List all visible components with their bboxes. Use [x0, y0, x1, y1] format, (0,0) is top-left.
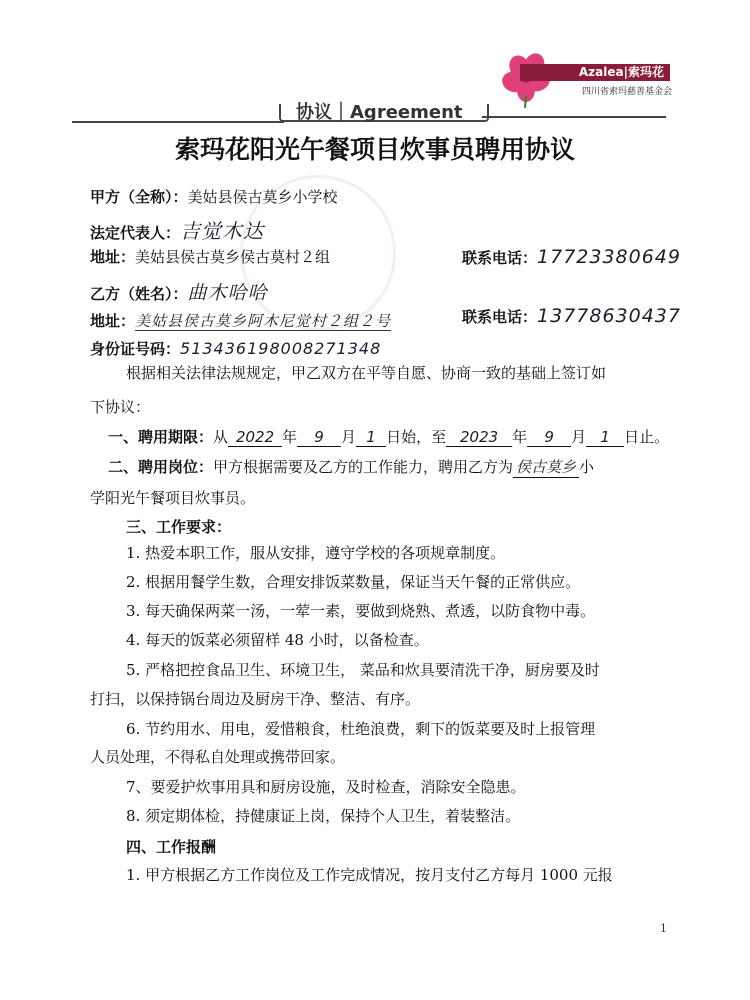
party-a-address-row — [90, 246, 330, 267]
party-a-rep-signature: 吉觉木达 — [180, 219, 265, 243]
section-1-text-until: 日始，至 — [386, 428, 447, 446]
end-month-fill: 9 — [527, 428, 571, 447]
requirement-item-2: 2. 根据用餐学生数，合理安排饭菜数量，保证当天午餐的正常供应。 — [126, 573, 581, 591]
section-1-text-month: 月 — [341, 428, 357, 446]
requirement-item-6: 6. 节约用水、用电，爱惜粮食，杜绝浪费，剩下的饭菜要及时上报管理 — [126, 720, 596, 738]
party-a-name-label: 甲方（全称）： — [90, 188, 188, 206]
preamble-line-2: 下协议： — [90, 398, 151, 416]
start-month-fill: 9 — [297, 428, 341, 447]
party-a-address-value: 美姑县侯古莫乡侯古莫村２组 — [135, 248, 331, 266]
section-1-text-from: 从 — [213, 428, 229, 446]
remuneration-item-1: 1. 甲方根据乙方工作岗位及工作完成情况，按月支付乙方每月 1000 元报 — [126, 866, 613, 884]
section-2-label: 二、聘用岗位： — [108, 458, 214, 476]
party-b-phone-value: 13778630437 — [537, 305, 681, 327]
section-2-text-b: 小 — [579, 458, 595, 476]
section-1-text-month-2: 月 — [571, 428, 587, 446]
preamble-line-1: 根据相关法律法规规定，甲乙双方在平等自愿、协商一致的基础上签订如 — [126, 364, 607, 382]
school-name-fill: 侯古莫乡 — [513, 456, 579, 478]
logo-foundation-name: 四川省索玛慈善基金会 — [581, 87, 672, 97]
party-b-name-row — [90, 278, 268, 305]
logo-brand-latin: Azalea — [578, 65, 624, 79]
header-rule-right — [482, 116, 666, 118]
party-b-address-row — [90, 310, 391, 331]
agreement-label: 协议｜Agreement — [296, 102, 463, 123]
party-a-rep-label: 法定代表人： — [90, 224, 181, 242]
section-1-text-year-2: 年 — [512, 428, 528, 446]
party-a-rep-row — [90, 215, 264, 244]
requirement-item-6-cont: 人员处理，不得私自处理或携带回家。 — [90, 748, 346, 766]
logo-brand-cn: 索玛花 — [627, 65, 664, 79]
party-a-phone-value: 17723380649 — [537, 246, 681, 268]
requirement-item-3: 3. 每天确保两菜一汤，一荤一素，要做到烧熟、煮透，以防食物中毒。 — [126, 602, 596, 620]
section-2-row — [108, 456, 594, 478]
section-1-label: 一、聘用期限： — [108, 428, 214, 446]
party-a-name-row — [90, 186, 338, 207]
header-rule-left — [72, 121, 284, 123]
section-2-text-a: 甲方根据需要及乙方的工作能力，聘用乙方为 — [213, 458, 514, 476]
section-1-row — [108, 426, 669, 447]
party-b-phone-label: 联系电话： — [462, 308, 538, 326]
party-b-id-label: 身份证号码： — [90, 340, 181, 358]
section-1-text-year: 年 — [282, 428, 298, 446]
end-year-fill: 2023 — [446, 428, 512, 447]
party-b-name-value: 曲木哈哈 — [187, 282, 268, 304]
requirement-item-8: 8. 须定期体检，持健康证上岗，保持个人卫生，着装整洁。 — [126, 807, 521, 825]
start-year-fill: 2022 — [228, 428, 282, 447]
requirement-item-4: 4. 每天的饭菜必须留样 48 小时，以备检查。 — [126, 631, 429, 649]
section-2-line-2: 学阳光午餐项目炊事员。 — [90, 489, 256, 507]
requirement-item-5-cont: 打扫，以保持锅台周边及厨房干净、整洁、有序。 — [90, 690, 421, 708]
requirement-item-7: 7、要爱护炊事用具和厨房设施，及时检查，消除安全隐患。 — [126, 778, 526, 796]
party-b-phone-row — [462, 305, 681, 327]
party-b-address-label: 地址： — [90, 312, 136, 330]
requirement-item-5: 5. 严格把控食品卫生、环境卫生， 菜品和炊具要清洗干净，厨房要及时 — [126, 661, 600, 679]
section-3-label: 三、工作要求： — [126, 518, 232, 536]
party-a-address-label: 地址： — [90, 248, 136, 266]
start-day-fill: 1 — [356, 428, 386, 447]
document-title: 索玛花阳光午餐项目炊事员聘用协议 — [174, 135, 575, 164]
party-b-address-value: 美姑县侯古莫乡阿木尼觉村２组２号 — [135, 312, 392, 330]
party-b-id-value: 513436198008271348 — [180, 339, 382, 358]
party-a-name-value: 美姑县侯古莫乡小学校 — [187, 188, 338, 206]
page-number: 1 — [660, 922, 667, 935]
party-a-phone-row — [462, 246, 681, 268]
end-day-fill: 1 — [586, 428, 624, 447]
azalea-logo — [498, 50, 678, 110]
party-a-phone-label: 联系电话： — [462, 249, 538, 267]
party-b-name-label: 乙方（姓名）： — [90, 285, 188, 303]
section-1-text-end: 日止。 — [624, 428, 670, 446]
requirement-item-1: 1. 热爱本职工作，服从安排，遵守学校的各项规章制度。 — [126, 544, 506, 562]
logo-brand-band: Azalea|索玛花 — [520, 64, 670, 81]
section-4-label: 四、工作报酬 — [126, 838, 217, 856]
party-b-id-row — [90, 338, 381, 359]
